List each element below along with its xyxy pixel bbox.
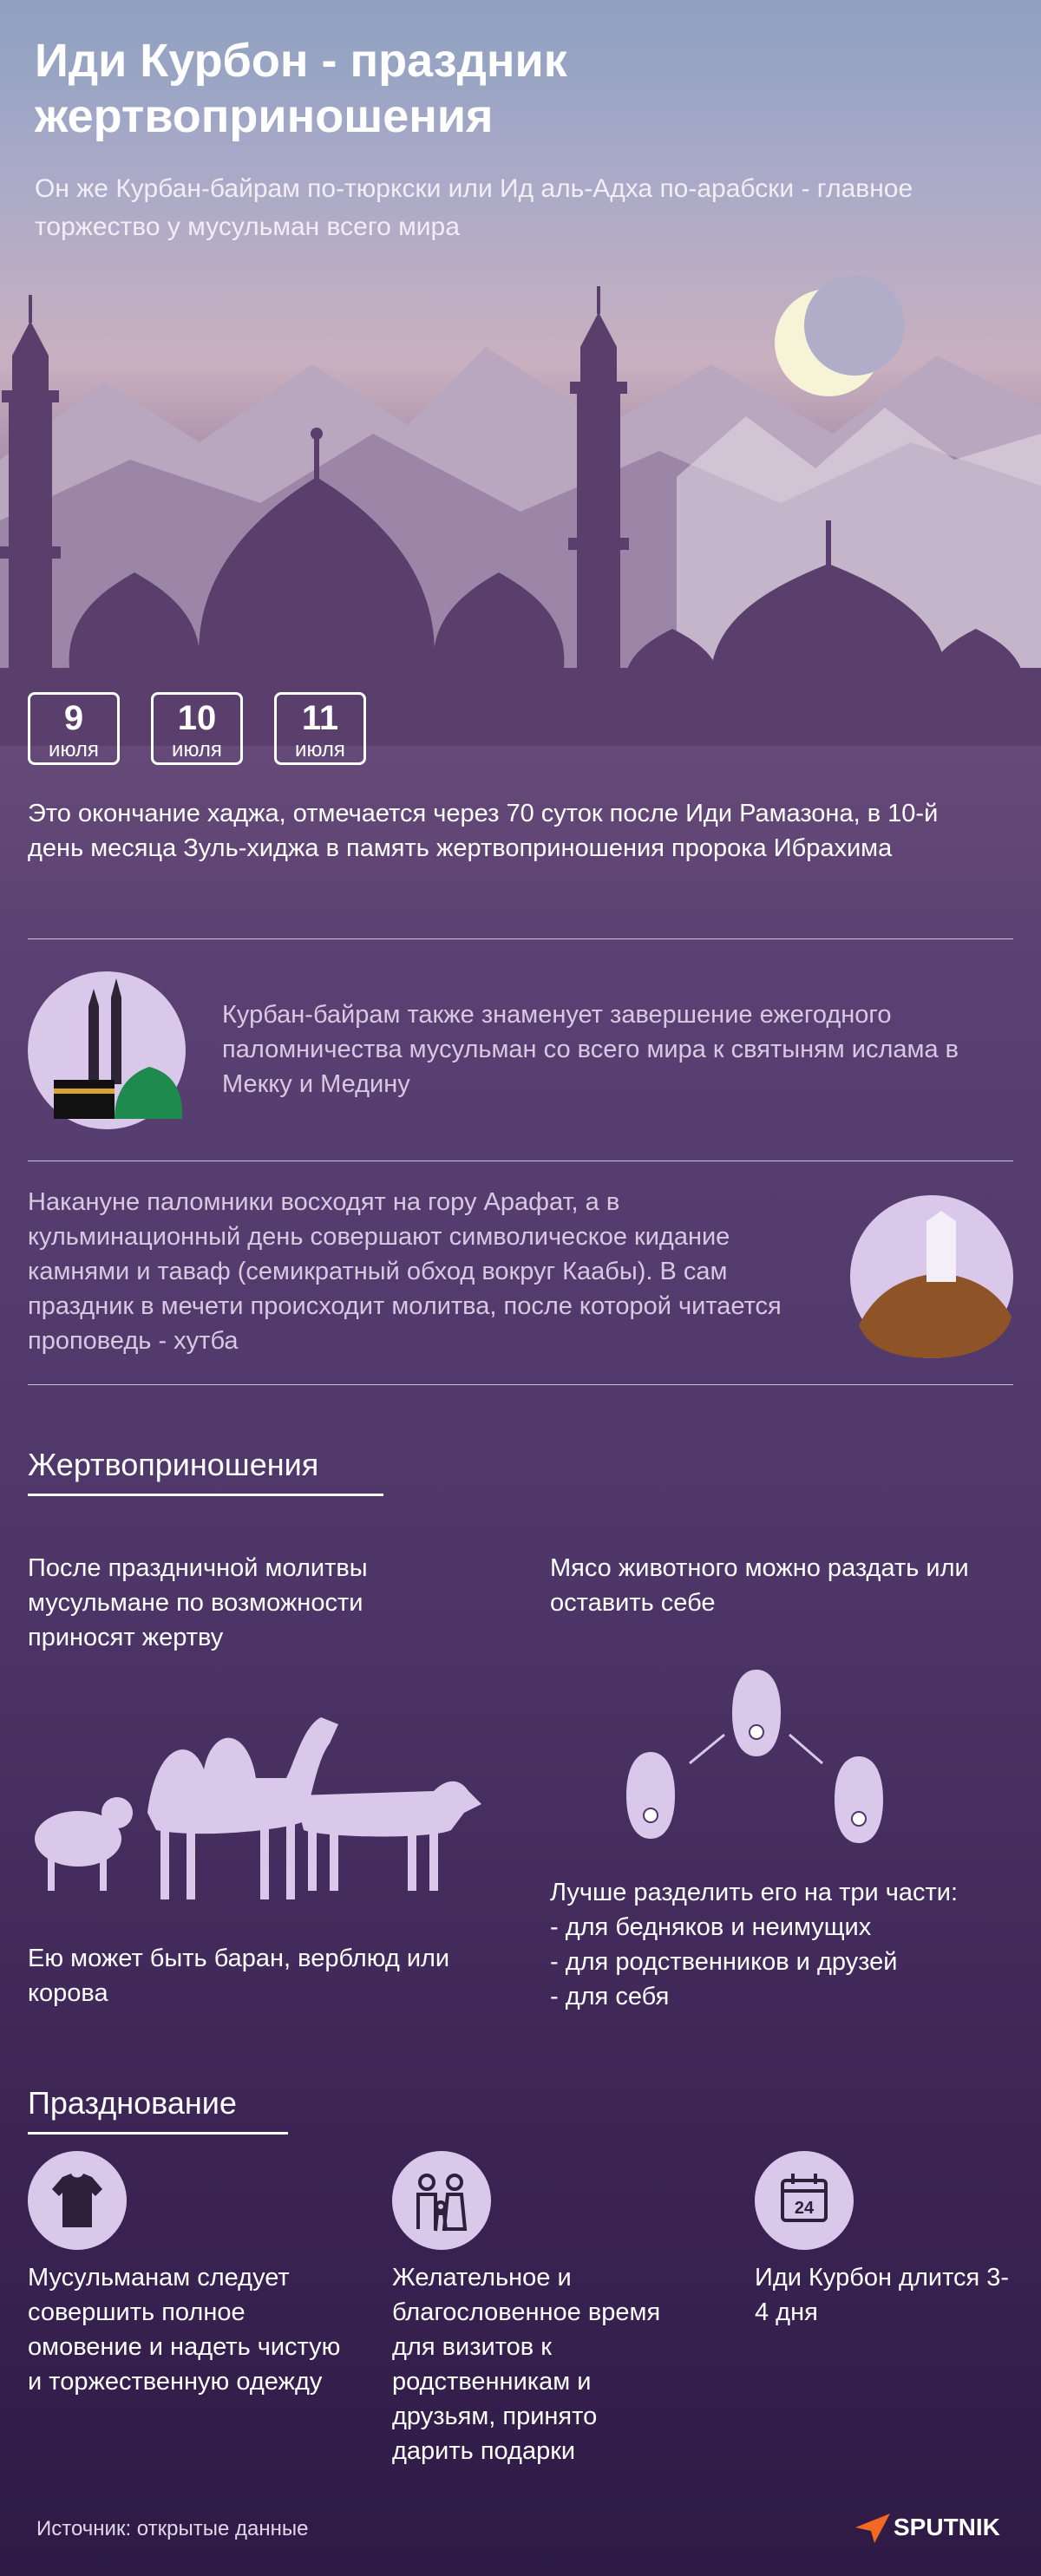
sacrifice-section-title: Жертвоприношения xyxy=(28,1447,383,1496)
page-title: Иди Курбон - праздник жертвоприношения xyxy=(35,35,567,142)
date-day: 11 xyxy=(301,699,339,737)
calendar-number: 24 xyxy=(794,2199,815,2218)
divider xyxy=(28,1384,1013,1385)
meat-split-item: - для родственников и друзей xyxy=(550,1948,898,1976)
mosque-skyline xyxy=(0,260,1041,746)
intro-text: Это окончание хаджа, отмечается через 70 суток после Иди Рамазона, в 10-й день месяца Зуль-хиджа в память жертвоприношения пророка Ибрахима xyxy=(28,800,939,862)
date-month: июля xyxy=(49,738,99,762)
cow-icon xyxy=(295,1782,481,1891)
date-box-2 xyxy=(151,692,243,765)
pilgrimage-text: Курбан-байрам также знаменует завершение ежегодного паломничества мусульман со всего мира к святыням ислама в Мекку и Медину xyxy=(222,1001,959,1098)
date-day: 10 xyxy=(177,699,217,737)
meat-split-item: - для себя xyxy=(550,1983,670,2010)
source-text: Источник: открытые данные xyxy=(36,2517,309,2540)
meat-split-diagram xyxy=(607,1661,902,1860)
meat-portion-icon xyxy=(732,1670,781,1756)
celebration-section-title: Празднование xyxy=(28,2085,288,2135)
date-month: июля xyxy=(172,738,222,762)
sacrifice-left-text: После праздничной молитвы мусульмане по возможности приносят жертву xyxy=(28,1554,368,1651)
minaret-left xyxy=(0,295,61,694)
family-icon xyxy=(392,2151,491,2250)
page-subtitle: Он же Курбан-байрам по-тюркски или Ид аль-Адха по-арабски - главное торжество у мусульман всего мира xyxy=(35,174,913,241)
animals-illustration xyxy=(26,1709,486,1917)
date-box-3 xyxy=(274,692,366,765)
mount-arafat-icon xyxy=(850,1195,1013,1358)
celebration-item-clothing: Мусульманам следует совершить полное омовение и надеть чистую и торжественную одежду xyxy=(28,2264,341,2396)
sputnik-logo xyxy=(855,2508,1012,2547)
meat-split-heading: Лучше разделить его на три части: xyxy=(550,1879,959,1906)
date-box-1 xyxy=(28,692,120,765)
sheep-icon xyxy=(35,1797,133,1891)
mecca-kaaba-icon xyxy=(28,971,186,1129)
celebration-item-duration: Иди Курбон длится 3-4 дня xyxy=(755,2264,1010,2326)
sputnik-logo-text: SPUTNIK xyxy=(894,2514,1000,2540)
minaret-right xyxy=(568,286,629,694)
date-month: июля xyxy=(295,738,345,762)
meat-portion-icon xyxy=(626,1752,675,1839)
sputnik-logo-icon xyxy=(855,2510,890,2545)
calendar-icon xyxy=(755,2151,854,2250)
meat-portion-icon xyxy=(835,1756,883,1843)
shirt-icon xyxy=(28,2151,127,2250)
sacrifice-right-text: Мясо животного можно раздать или оставить себе xyxy=(550,1554,969,1617)
date-day: 9 xyxy=(63,699,84,737)
arafat-text: Накануне паломники восходят на гору Арафат, а в кульминационный день совершают символическое кидание камнями и таваф (семикратный обход вокруг Каабы). В сам праздник в мечети происходит молитва, после которой читается проповедь - хутба xyxy=(28,1188,782,1355)
divider xyxy=(28,938,1013,939)
celebration-item-visits: Желательное и благословенное время для визитов к родственникам и друзьям, принято дарить подарки xyxy=(392,2264,661,2465)
meat-split-item: - для бедняков и неимущих xyxy=(550,1913,872,1941)
animals-caption: Ею может быть баран, верблюд или корова xyxy=(28,1945,450,2007)
meat-split-text xyxy=(550,1875,1018,2014)
